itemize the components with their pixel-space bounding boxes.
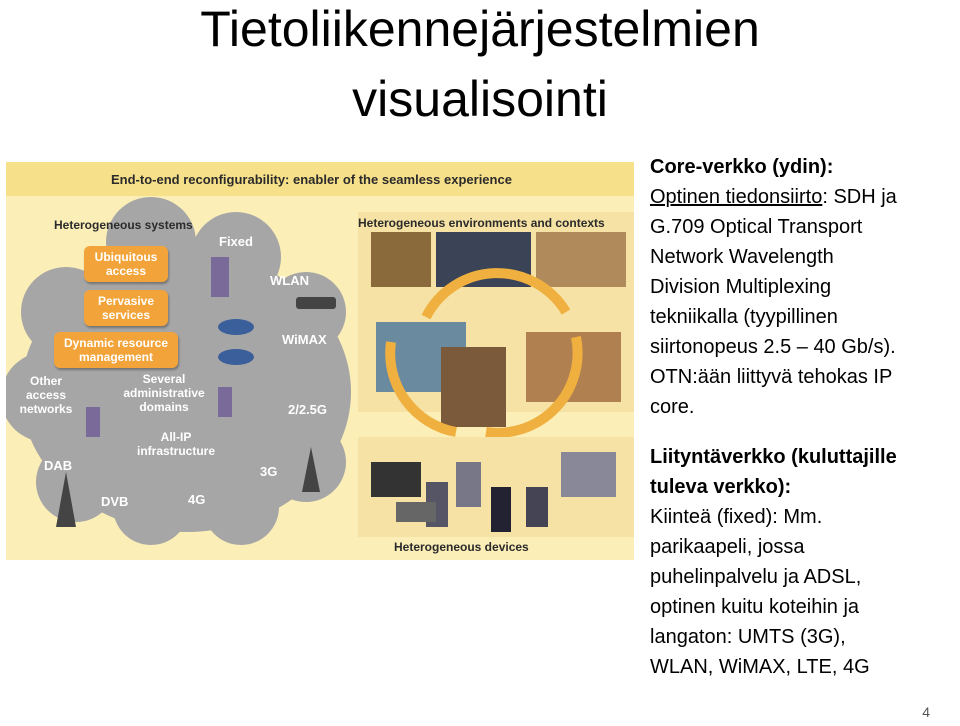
access-heading-1: Liityntäverkko (kuluttajille	[650, 446, 897, 468]
router-icon	[218, 349, 254, 365]
core-link: Optinen tiedonsiirto	[650, 186, 823, 208]
router-device	[396, 502, 436, 522]
network-diagram	[6, 162, 634, 560]
core-line-1	[650, 182, 960, 212]
desktop-device	[561, 452, 616, 497]
page-number: 4	[922, 704, 930, 720]
access-line-5: langaton: UMTS (3G),	[650, 626, 846, 648]
label-4g: 4G	[188, 492, 206, 507]
label-fixed: Fixed	[219, 234, 253, 249]
bottom-header: Heterogeneous devices	[394, 540, 529, 554]
pda-device	[456, 462, 481, 507]
mobile-device	[491, 487, 511, 532]
core-line-8: core.	[650, 396, 695, 418]
core-line-6: siirtonopeus 2.5 – 40 Gb/s).	[650, 336, 896, 358]
heterogeneous-systems-cloud	[6, 197, 351, 545]
wifi-router-icon	[296, 297, 336, 309]
slide-title-line2: visualisointi	[352, 71, 608, 127]
core-line-1-rest: : SDH ja	[822, 186, 897, 208]
label-3g: 3G	[260, 464, 278, 479]
diagram-top-header: End-to-end reconfigurability: enabler of the seamless experience	[111, 172, 512, 187]
access-heading-2: tuleva verkko):	[650, 476, 792, 498]
left-header: Heterogeneous systems	[54, 218, 193, 232]
core-line-4: Division Multiplexing	[650, 276, 832, 298]
label-wlan: WLAN	[270, 273, 309, 288]
city-photo	[536, 232, 626, 287]
access-line-1: Kiinteä (fixed): Mm.	[650, 506, 823, 528]
pill-ubiquitous-access: Ubiquitous access	[84, 246, 168, 282]
label-2-2-5g: 2/2.5G	[288, 402, 328, 417]
server-icon	[218, 387, 232, 417]
core-line-3: Network Wavelength	[650, 246, 834, 268]
laptop-device	[371, 462, 421, 497]
label-other-access-networks: Other access networks	[19, 374, 73, 416]
core-line-2: G.709 Optical Transport	[650, 216, 863, 238]
house-photo	[371, 232, 431, 287]
person-photo	[441, 347, 506, 427]
pill-pervasive-services: Pervasive services	[84, 290, 168, 326]
label-dab: DAB	[44, 458, 73, 473]
access-line-2: parikaapeli, jossa	[650, 536, 805, 558]
access-line-4: optinen kuitu koteihin ja	[650, 596, 860, 618]
router-icon	[218, 319, 254, 335]
label-all-ip: All-IP infrastructure	[136, 430, 216, 458]
server-icon	[86, 407, 100, 437]
label-wimax: WiMAX	[282, 332, 327, 347]
label-dvb: DVB	[101, 494, 129, 509]
pill-dynamic-resource: Dynamic resource management	[54, 332, 178, 368]
handset-device	[526, 487, 548, 527]
core-line-5: tekniikalla (tyypillinen	[650, 306, 838, 328]
access-line-3: puhelinpalvelu ja ADSL,	[650, 566, 862, 588]
slide-title-line1: Tietoliikennejärjestelmien	[200, 1, 760, 57]
label-several-domains: Several administrative domains	[123, 372, 205, 414]
spacer	[650, 422, 960, 442]
access-line-6: WLAN, WiMAX, LTE, 4G	[650, 656, 870, 678]
server-icon	[211, 257, 229, 297]
core-line-7: OTN:ään liittyvä tehokas IP	[650, 366, 893, 388]
text-panel	[650, 152, 960, 682]
core-heading: Core-verkko (ydin):	[650, 156, 834, 178]
right-header: Heterogeneous environments and contexts	[358, 216, 605, 230]
